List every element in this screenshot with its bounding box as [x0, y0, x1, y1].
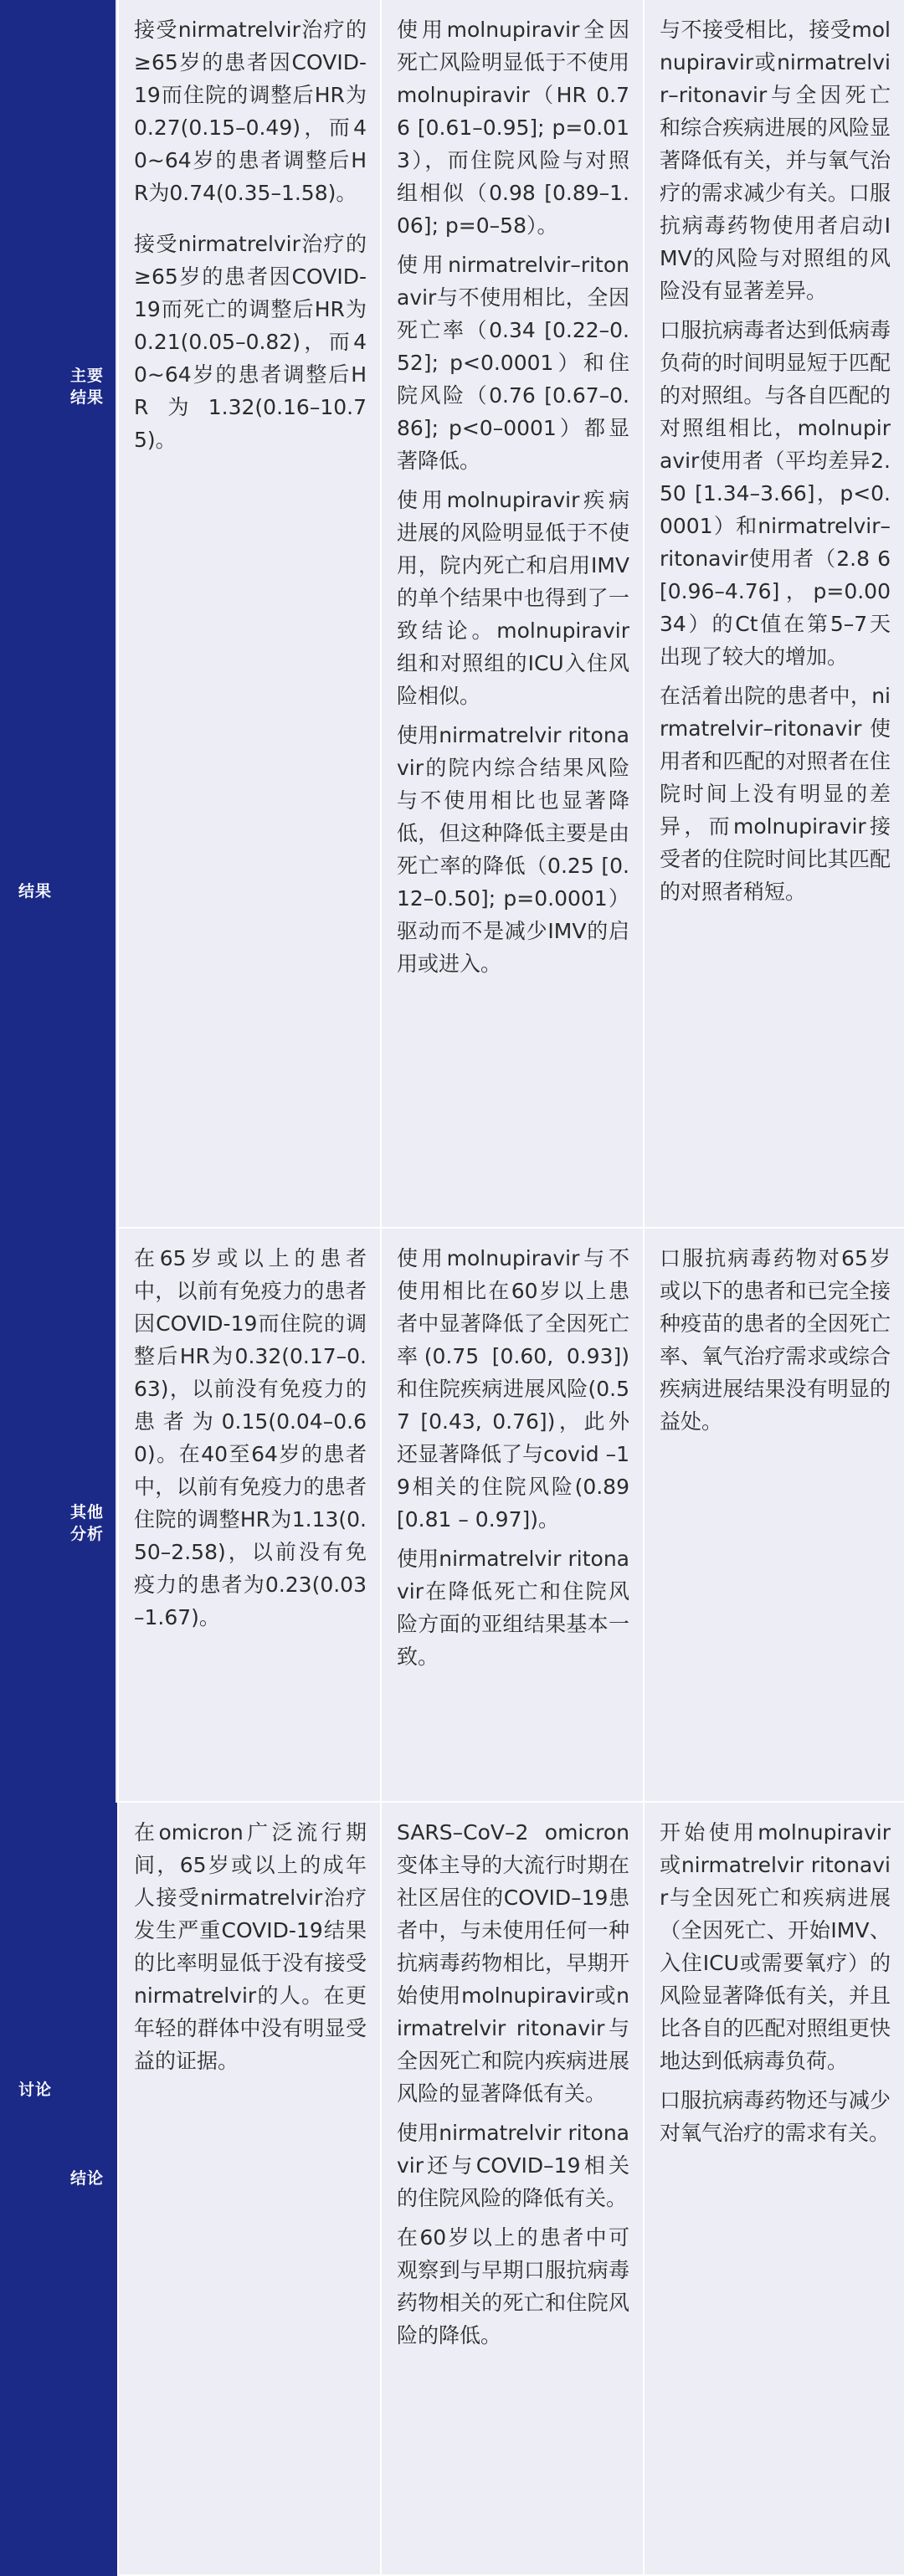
cell-discussion-study3	[643, 1803, 904, 2576]
cell-other-analysis-study1	[117, 1229, 380, 1803]
paragraph: 在60岁以上的患者中可观察到与早期口服抗病毒药物相关的死亡和住院风险的降低。	[397, 2225, 629, 2348]
label-main-result: 主要 结果	[70, 367, 105, 407]
paragraph: 使用nirmatrelvir ritonavir在降低死亡和住院风险方面的亚组结果基本一致。	[397, 1547, 629, 1669]
cell-other-analysis-study2	[380, 1229, 643, 1803]
paragraph: 在omicron广泛流行期间，65岁或以上的成年人接受nirmatrelvir治疗发生严重COVID-19结果的比率明显低于没有接受nirmatrelvir的人。在更年轻的群体中没有明显受益的证据。	[134, 1820, 367, 2073]
paragraph: 口服抗病毒药物对65岁或以下的患者和已完全接种疫苗的患者的全因死亡率、氧气治疗需求或综合疾病进展结果没有明显的益处。	[660, 1246, 891, 1434]
paragraph: 开始使用molnupiravir或nirmatrelvir ritonavir与全因死亡和疾病进展（全因死亡、开始IMV、入住ICU或需要氧疗）的风险显著降低有关，并且比各自的匹配对照组更快地达到低病毒负荷。	[660, 1820, 891, 2073]
paragraph: 使用nirmatrelvir–ritonavir与不使用相比，全因死亡率（0.34 [0.22–0.52]; p<0.0001）和住院风险（0.76 [0.67–0.86]; p<0–0001）都显著降低。	[397, 253, 629, 473]
section-label-discussion	[0, 1803, 117, 2576]
paragraph: 使用molnupiravir与不使用相比在60岁以上患者中显著降低了全因死亡率(0.75 [0.60, 0.93])和住院疾病进展风险(0.57 [0.43, 0.76])，此外还显著降低了与covid –19相关的住院风险(0.89 [0.81 – 0.97])。	[397, 1246, 636, 1532]
paragraph: 口服抗病毒药物还与减少对氧气治疗的需求有关。	[660, 2088, 891, 2145]
cell-main-result-study3	[643, 0, 904, 1229]
paragraph: 使用molnupiravir全因死亡风险明显低于不使用molnupiravir（HR 0.76 [0.61–0.95]; p=0.013），而住院风险与对照组相似（0.98 [0.89–1.06]; p=0–58）。	[397, 18, 629, 238]
paragraph: 在活着出院的患者中，nirmatrelvir–ritonavir使用者和匹配的对照者在住院时间上没有明显的差异，而molnupiravir接受者的住院时间比其匹配的对照者稍短。	[660, 684, 891, 904]
cell-main-result-study1	[117, 0, 380, 1229]
label-other-analysis: 其他 分析	[70, 1503, 105, 1543]
label-result: 结果	[18, 882, 53, 901]
paragraph: 接受nirmatrelvir治疗的≥65岁的患者因COVID-19而死亡的调整后HR为0.21(0.05–0.82)，而40~64岁的患者调整后HR为1.32(0.16–10.75)。	[134, 232, 367, 452]
label-discussion: 讨论	[18, 2081, 53, 2099]
cell-discussion-study2	[380, 1803, 643, 2576]
paragraph: 使用nirmatrelvir ritonavir的院内综合结果风险与不使用相比也显著降低，但这种降低主要是由死亡率的降低（0.25 [0.12–0.50]; p=0.0001）驱动而不是减少IMV的启用或进入。	[397, 723, 629, 976]
paragraph: 在65岁或以上的患者中，以前有免疫力的患者因COVID-19而住院的调整后HR为0.32(0.17–0.63)，以前没有免疫力的患者为0.15(0.04–0.60)。在40至64岁的患者中，以前有免疫力的患者住院的调整HR为1.13(0.50–2.58)，以前没有免疫力的患者为0.23(0.03–1.67)。	[134, 1246, 367, 1629]
paragraph: SARS–CoV–2 omicron变体主导的大流行时期在社区居住的COVID–19患者中，与未使用任何一种抗病毒药物相比，早期开始使用molnupiravir或nirmatrelvir ritonavir与全因死亡和院内疾病进展风险的显著降低有关。	[397, 1820, 629, 2106]
cell-other-analysis-study3	[643, 1229, 904, 1803]
label-conclusion: 结论	[70, 2169, 105, 2188]
paragraph: 与不接受相比，接受molnupiravir或nirmatrelvir–ritonavir与全因死亡和综合疾病进展的风险显著降低有关，并与氧气治疗的需求减少有关。口服抗病毒药物使用者启动IMV的风险与对照组的风险没有显著差异。	[660, 18, 891, 303]
paragraph: 使用molnupiravir疾病进展的风险明显低于不使用，院内死亡和启用IMV的单个结果中也得到了一致结论。molnupiravir组和对照组的ICU入住风险相似。	[397, 488, 629, 708]
cell-discussion-study1	[117, 1803, 380, 2576]
cell-main-result-study2	[380, 0, 643, 1229]
paragraph: 接受nirmatrelvir治疗的≥65岁的患者因COVID-19而住院的调整后HR为0.27(0.15–0.49)，而40~64岁的患者调整后HR为0.74(0.35–1.58)。	[134, 18, 367, 205]
paragraph: 使用nirmatrelvir ritonavir还与COVID–19相关的住院风险的降低有关。	[397, 2121, 629, 2210]
paragraph: 口服抗病毒者达到低病毒负荷的时间明显短于匹配的对照组。与各自匹配的对照组相比，molnupiravir使用者（平均差异2.50 [1.34–3.66]，p<0.0001）和nirmatrelvir–ritonavir使用者（2.8 6[0.96–4.76]，p=0.0034）的Ct值在第5–7天出现了较大的增加。	[660, 318, 891, 669]
section-label-results	[0, 0, 117, 1803]
